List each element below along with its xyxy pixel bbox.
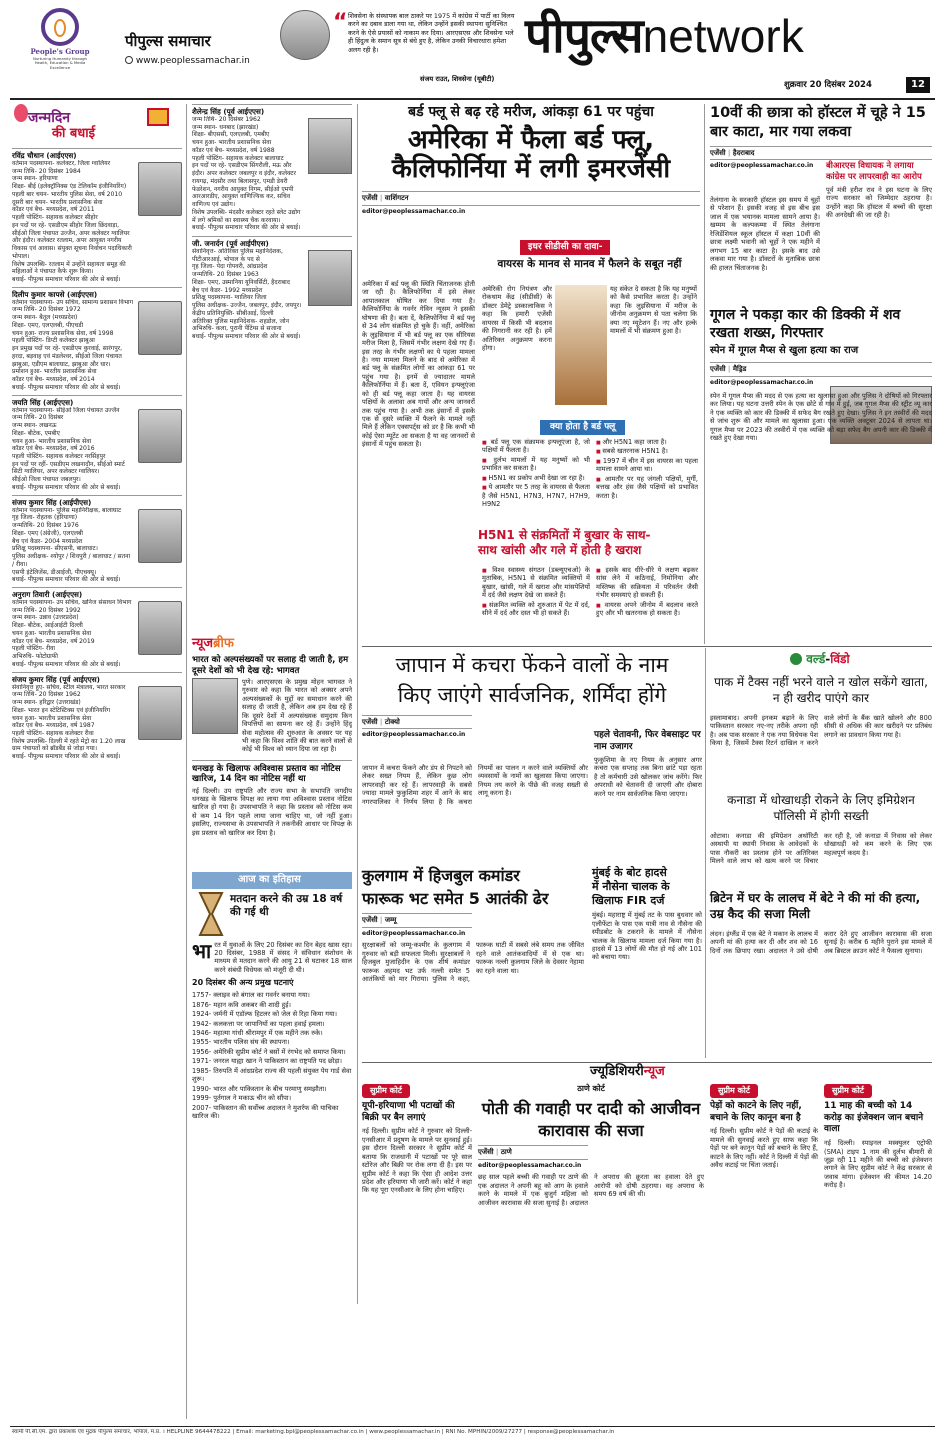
bullet-item: ■ ये आमतौर पर 5 तरह के वायरस से फैलता है जैसे H5N1, H7N3, H7N7, H7H9, H9N2: [482, 483, 590, 508]
birthday-entry: [12, 287, 182, 395]
japan-side-title: पहले चेतावनी, फिर वेबसाइट पर नाम उजागर: [594, 730, 701, 752]
birthday-person-photo: [138, 409, 182, 463]
brief-item: [192, 760, 352, 857]
hen-photo: [555, 285, 607, 405]
history-event: 1946- महात्मा गांधी श्रीरामपुर में एक महीने तक रुके।: [192, 1029, 323, 1037]
kulgam-story: कुलगाम में हिजबुल कमांडर फारूक भट समेत 5 आतंकी ढेर एजेंसी | जम्मू editor@peoplessamachar.co.in सुरक्षाबलों को जम्मू-कश्मीर के कुलगाम में गुरुवार को बड़ी सफलता मिली। सुरक्षाबलों ने हिजबुल मुजाहिदीन के एक शीर्ष कमांडर फारूक अहमद भट उर्फ नल्ली समेत 5 आतंकियों को मार गिराया। पुलिस ने कहा, फारूक घाटी में सबसे लंबे समय तक जीवित रहने वाले आतंकवादियों में से एक था। फारूक नल्ली कुलगाम जिले के देवसर नेहामा का रहने वाला था।: [362, 866, 584, 1056]
birdflu-sub-right: यह संकेत दे सकता है कि यह मनुष्यों को कैसे प्रभावित करता है। उन्होंने कहा कि लुइसियाना में मरीज के जीनोम अनुक्रमण से पता चलेगा कि क्या नए म्यूटेशन हैं। नए और हल्के मामलों में भी संक्रमण हुआ है।: [610, 285, 697, 336]
birthday-person-name: संजय कुमार सिंह (पूर्व आईएएस): [12, 674, 100, 684]
group-tagline: Nurturing Humanity through Health, Education & Media Excellence: [33, 55, 87, 70]
japan-email: editor@peoplessamachar.co.in: [362, 731, 466, 739]
birthday-person-name: दिलीप कुमार कापसे (आईएएस): [12, 289, 98, 299]
thane-text: छह साल पहले बच्ची की गवाही पर ठाणे की एक अदालत ने अपनी बहू को आग के हवाले करने के मामले में एक बुजुर्ग महिला को आजीवन कारावास की सजा सुनाई है। अदालत ने अपराध की क्रूरता का हवाला देते हुए आरोपी को दोषी ठहराया। वह अपराध के समय 69 वर्ष की थी।: [478, 1173, 704, 1207]
quote-author: संजय राउत, शिवसेना (यूबीटी): [420, 75, 495, 83]
birthday-person-name: रविंद्र चौधान (आईएएस): [12, 151, 77, 160]
officer-list: [192, 104, 352, 345]
sc1-story: [362, 1084, 472, 1384]
world-label: वर्ल्ड-विंडो: [790, 652, 850, 667]
birdflu-sub-tag: इधर सीडीसी का दावा-: [520, 240, 610, 255]
birdflu-sub-left: अमेरिकी रोग नियंत्रण और रोकथाम केंद्र (सीडीसी) के डॉक्टर डेमेट्रे डस्कालाकिस ने कहा कि हमारी एजेंसी वायरस में किसी भी बदलाव की निगरानी कर रही है। हमें अतिरिक्त अनुक्रमण करना होगा।: [482, 285, 552, 353]
birthday-person-photo: [138, 686, 182, 740]
brief-photo: [192, 678, 238, 734]
officer-name: जी. जनार्दन (पूर्व आईपीएस): [192, 239, 269, 249]
birdflu-headline1: अमेरिका में फैला बर्ड फ्लू,: [407, 124, 655, 155]
masthead: [0, 0, 945, 100]
issue-date: शुक्रवार 20 दिसंबर 2024: [784, 80, 872, 90]
birthday-header-line1: जन्मदिन: [28, 110, 71, 126]
history-event: 1990- भारत और पाकिस्तान के बीच परमाणु समझौता।: [192, 1084, 327, 1093]
officer-photo: [308, 250, 352, 306]
history-box: [192, 872, 352, 1302]
japan-headline2: किए जाएंगे सार्वजनिक, शर्मिंदा होंगे: [397, 683, 667, 708]
history-event: 1999- पुर्तगाल ने मकाऊ चीन को सौंपा।: [192, 1094, 292, 1103]
sc2-story: [710, 1084, 818, 1384]
peoples-group-logo: [30, 8, 90, 88]
history-event: 1876- महान कवि अकबर की शादी हुई।: [192, 1000, 291, 1009]
birthday-entry: [12, 587, 182, 672]
birthday-person-photo: [138, 509, 182, 563]
history-event: 1985- तिरुपति में आंध्रप्रदेश राज्य की पहली संयुक्त पेय गार्ड सेवा शुरू।: [192, 1066, 352, 1084]
birthday-person-photo: [138, 162, 182, 216]
officer-details: जन्म तिथि- 20 दिसंबर 1962 जन्म स्थान- धनबाद (झारखंड) शिक्षा- बीएससी, एलएलबी, एमबीए चयन हुआ- भारतीय प्रशासनिक सेवा कॉडर एवं बैच- मध्यप्रदेश, वर्ष 1988 पहली पोस्टिंग- सहायक कलेक्टर बालाघाट इन पदों पर रहे- एसडीएम सिंगरौली, मऊ और इंदौर। अपर कलेक्टर जबलपुर व इंदौर, कलेक्टर रायगढ़, मंदसौर तथा बिलासपुर, एमडी डेयरी फेडरेशन, नगरीय आयुक्त निगम, सीईओ एमपी आरआरडीए, आयुक्त वाणिज्यिक कर, सचिव वाणिज्य एवं उद्योग। विशेष उपलब्धि- मंदसौर कलेक्टर रहते स्लेट उद्योग में लगे श्रमिकों का स्वास्थ्य चैक करवाया। बधाई- पीपुल्स समाचार परिवार की ओर से बधाई।: [192, 116, 301, 232]
bullet-item: ■ वायरस अपने जीनोम में बदलाव करते हुए और भी खतरनाक हो सकता है।: [596, 601, 698, 618]
history-event: 1924- जर्मनी में एडॉल्फ हिटलर को जेल से रिहा किया गया।: [192, 1010, 338, 1019]
network-title: [525, 6, 804, 66]
bullet-item: ■ विश्व स्वास्थ्य संगठन (डब्ल्यूएचओ) के मुताबिक, H5N1 से संक्रमित व्यक्तियों में बुखार, खांसी, गले में खराश और मांसपेशियों में दर्द जैसे लक्षण देखे जा सकते हैं।: [482, 566, 590, 600]
birthday-list: [12, 148, 182, 764]
bullet-item: ■ 1997 में चीन में इस वायरस का पहला मामला सामने आया था।: [596, 457, 698, 474]
brief-text: नई दिल्ली। उप राष्ट्रपति और राज्य सभा के सभापति जगदीप धनखड़ के खिलाफ विपक्ष का लाया गया अविश्वास प्रस्ताव नोटिस खारिज हो गया है। उपसभापति ने कहा कि प्रस्ताव को नोटिस कम से कम 14 दिन पहले लाया जाना चाहिए था, जो नहीं हुआ। इसलिए, राज्यसभा के उपसभापति ने तकनीकी आधार पर विपक्ष के इस प्रस्ताव को खारिज कर दिया है।: [192, 786, 352, 837]
britain-text: लंदन। इंग्लैंड में एक बेटे ने मकान के लालच में अपनी मां की हत्या कर दी और शव को 16 दिनों तक छिपाए रखा। अदालत ने उसे दोषी करार देते हुए आजीवन कारावास की सजा सुनाई है। करीब 6 महीने पुराने इस मामले में अब ब्रिस्टल क्राउन कोर्ट ने फैसला सुनाया।: [710, 930, 932, 955]
birthday-header-line2: की बधाई: [52, 126, 96, 141]
student-side-text: पूर्व मंत्री हरीश राव ने इस घटना के लिए राज्य सरकार को जिम्मेदार ठहराया है। उन्होंने कहा कि हॉस्टल में बच्चों की सुरक्षा की अनदेखी की जा रही है।: [826, 186, 932, 220]
brief-headline: भारत को अल्पसंख्यकों पर सलाह दी जाती है, हम दूसरे देशों को भी देख रहे: भागवत: [192, 655, 349, 676]
history-events-title: 20 दिसंबर की अन्य प्रमुख घटनाएं: [192, 978, 294, 988]
birthday-person-details: वर्तमान पदस्थापना- उप सचिव, खनिज संसाधन विभाग जन्म तिथि- 20 दिसंबर 1992 जन्म स्थान- उन्नाव (उत्तरप्रदेश) शिक्षा- बीटेक, आईआईटी दिल्ली चयन हुआ- भारतीय प्रशासनिक सेवा कॉडर एवं बैच- मध्यप्रदेश, वर्ष 2019 पहली पोस्टिंग- रीवा अभिरुचि- फोटोग्राफी बधाई- पीपुल्स समाचार परिवार की ओर से बधाई।: [12, 598, 132, 668]
sc2-tag: सुप्रीम कोर्ट: [710, 1084, 758, 1098]
kulgam-text: सुरक्षाबलों को जम्मू-कश्मीर के कुलगाम में गुरुवार को बड़ी सफलता मिली। सुरक्षाबलों ने हिजबुल मुजाहिदीन के एक शीर्ष कमांडर फारूक अहमद भट उर्फ नल्ली समेत 5 आतंकियों को मार गिराया। पुलिस ने कहा, फारूक घाटी में सबसे लंबे समय तक जीवित रहने वाले आतंकवादियों में से एक था। फारूक नल्ली कुलगाम जिले के देवसर नेहामा का रहने वाला था।: [362, 941, 584, 983]
kulgam-headline1: कुलगाम में हिजबुल कमांडर: [362, 866, 520, 885]
birthday-entry: [12, 672, 182, 764]
history-event: 1942- कलकत्ता पर जापानियों का पहला हवाई हमला।: [192, 1019, 325, 1028]
birthday-header: [12, 104, 182, 148]
sc3-headline: 11 माह की बच्ची को 14 करोड़ का इंजेक्शन जान बचाने वाला: [824, 1101, 924, 1135]
judiciary-title: ज्यूडिशियरीन्यूज: [590, 1064, 665, 1079]
pak-text: इस्लामाबाद। अपनी इनकम बढ़ाने के लिए पाकिस्तान सरकार नए-नए तरीके अपना रही है। अब पाक सरकार ने एक नया विधेयक पेश किया है, जिसमें टैक्स रिटर्न दाखिल न करने वाले लोगों के बैंक खाते खोलने और 800 सीसी से अधिक की कार खरीदने पर प्रतिबंध लगाने का प्रावधान किया गया है।: [710, 714, 932, 748]
birdflu-story: बर्ड फ्लू से बढ़ रहे मरीज, आंकड़ा 61 पर पहुंचा अमेरिका में फैला बर्ड फ्लू, कैलिफोर्निया में लगी इमरजेंसी एजेंसी | वाशिंगटन editor@peoplessamachar.co.in: [362, 104, 700, 644]
student-text: तेलंगाना के सरकारी हॉस्टल इस समय में चूहों से परेशान हैं। इसकी वजह से इस बीच इस जाल में एक भयानक मामला सामने आया है। खम्मम के कल्पकम्मा में स्थित तेलंगाना रेजिडेंशियल स्कूल हॉस्टल में कक्षा 10वीं की छात्रा लक्ष्मी भवानी को चूहों ने एक महीने में लगभग 15 बार काटा है। इसके बाद उसे लकवा मार गया है। डॉक्टरों के मुताबिक छात्रा की हालत चिंताजनक है।: [710, 196, 820, 272]
brief-text: पुणे। आरएसएस के प्रमुख मोहन भागवत ने गुरुवार को कहा कि भारत को अक्सर अपने अल्पसंख्यकों के मुद्दों का समाधान करने की सलाह दी जाती है, लेकिन अब हम देख रहे हैं कि दूसरे देशों में अल्पसंख्यक समुदाय किन विपत्तियों का सामना कर रहे हैं। उन्होंने हिंदू सेवा महोत्सव की शुरुआत के अवसर पर यह भी कहा कि विश्व शांति की बात करने वालों से कोई भी विश्व को ध्यान दिया जा रहा है।: [242, 677, 352, 754]
bullet-item: ■ बर्ड फ्लू एक संक्रामक इन्फ्लूएंजा है, जो पक्षियों में फैलता है।: [482, 438, 590, 455]
birdflu-email: editor@peoplessamachar.co.in: [362, 208, 466, 216]
britain-headline: ब्रिटेन में घर के लालच में बेटे ने की मां की हत्या, उम्र कैद की सजा मिली: [710, 891, 921, 922]
canada-text: ओटावा। कनाडा की इमिग्रेशन अथॉरिटी अस्थायी या स्थायी निवास के आवेदकों के पास नौकरी का प्रस्ताव होने पर अतिरिक्त मिलने वाले लाभ को खत्म करने पर विचार कर रही है, जो कनाडा में निवास को लेकर धोखाधड़ी को कम करने के लिए एक महत्वपूर्ण कदम है।: [710, 832, 932, 866]
thane-email: editor@peoplessamachar.co.in: [478, 1161, 582, 1169]
kulgam-email: editor@peoplessamachar.co.in: [362, 929, 466, 937]
paper-name: पीपुल्स समाचार: [125, 32, 211, 50]
quote-mark-icon: “: [333, 10, 348, 35]
network-title-en: network: [642, 10, 804, 62]
birthday-person-photo: [138, 601, 182, 655]
birthday-entry: [12, 495, 182, 587]
hourglass-icon: [198, 891, 224, 937]
mumbai-headline1: मुंबई के बोट हादसे: [592, 866, 667, 879]
bullet-item: ■ दुर्लभ मामलों में यह मनुष्यों को भी प्रभावित कर सकता है।: [482, 456, 590, 473]
officer-photo: [308, 118, 352, 174]
globe-icon: [125, 56, 133, 64]
sc3-text: नई दिल्ली। स्पाइनल मस्क्युलर एट्रोफी (SMA) टाइप 1 नाम की दुर्लभ बीमारी से जूझ रही 11 महीने की बच्ची को इंजेक्शन लगाने के लिए सुप्रीम कोर्ट ने केंद्र सरकार से जवाब मांगा। इंजेक्शन की कीमत 14.20 करोड़ है।: [824, 1139, 932, 1190]
logo-ring-icon: [41, 8, 79, 46]
what-is-left: [482, 438, 590, 526]
bullet-item: ■ संक्रमित व्यक्ति को शुरुआत में पेट में दर्द, सीने में दर्द और दस्त भी हो सकते हैं।: [482, 601, 590, 618]
birdflu-headline2: कैलिफोर्निया में लगी इमरजेंसी: [391, 154, 671, 185]
thane-story: ठाणे कोर्ट पोती की गवाही पर दादी को आजीवन कारावास की सजा एजेंसी | ठाणे editor@peoplessamachar.co.in छह साल पहले बच्ची की गवाही पर ठाणे की एक अदालत ने अपनी बहू को आग के हवाले करने के मामले में एक बुजुर्ग महिला को आजीवन कारावास की सजा सुनाई है। अदालत ने अपराध की क्रूरता का हवाला देते हुए आरोपी को दोषी ठहराया। वह अपराध के समय 69 वर्ष की थी।: [478, 1084, 704, 1384]
bullet-item: ■ H5N1 का प्रकोप अभी देखा जा रहा है।: [482, 474, 590, 482]
h5n1-left: [482, 566, 590, 644]
sc3-story: [824, 1084, 932, 1384]
history-event: 1955- भारतीय पलिस संघ की स्थापना।: [192, 1038, 290, 1047]
birthday-person-name: अनुराग तिवारी (आईएएस): [12, 589, 83, 599]
officer-entry: [192, 104, 352, 236]
bullet-item: ■ आमतौर पर यह जंगली पक्षियों, मुर्गी, बत्तख और हंस जैसे पक्षियों को प्रभावित करता है।: [596, 475, 698, 500]
mumbai-headline3: खिलाफ FIR दर्ज: [592, 893, 665, 907]
sc2-headline: पेड़ों को काटने के लिए नहीं, बचाने के लिए कानून बना है: [710, 1101, 802, 1123]
sc3-tag: सुप्रीम कोर्ट: [824, 1084, 872, 1098]
google-story: गूगल ने पकड़ा कार की डिक्की में शव रखता शख्स, गिरफ्तार स्पेन में गूगल मैप्स से खुला हत्या का राज एजेंसी | मैड्रिड editor@peoplessamachar.co.in स्पेन में गूगल मैप्स की मदद से एक हत्या का खुलासा हुआ और पुलिस ने दोषियों को गिरफ्तार कर लिया। यह घटना उत्तरी स्पेन के एक छोटे से गांव में हुई, जब गूगल मैप्स की स्ट्रीट व्यू कार ने एक व्यक्ति को कार की डिक्की में सफेद बैग रखते हुए देखा। पुलिस ने इन तस्वीरों की मदद से जांच शुरू की और मामले का खुलासा हुआ। एक व्यक्ति अक्टूबर 2024 से लापता था। गूगल मैप्स पर 2023 की तस्वीरों में एक व्यक्ति को बड़ा सफेद बैग अपनी कार की डिक्की में रखते हुए देखा गया।: [710, 306, 932, 641]
birthday-person-name: संजय कुमार सिंह (आईपीएस): [12, 497, 92, 507]
google-headline: गूगल ने पकड़ा कार की डिक्की में शव रखता शख्स, गिरफ्तार: [710, 307, 901, 342]
officer-details: सेवानिवृत्त- अतिरिक्त पुलिस महानिदेशक, पीटीआरआई, भोपाल के पद से गृह जिला- पेदा गोपवरी, आंध्रप्रदेश जन्मतिथि- 20 दिसंबर 1963 शिक्षा- एमए, उस्मानिया यूनिवर्सिटी, हैदराबाद बैच एवं कैडर- 1992 मध्यप्रदेश प्रशिक्षु पदस्थापना- ग्वालियर जिला पुलिस अधीक्षक- उज्जैन, जबलपुर, इंदौर, जयपुर। केंद्रीय प्रतिनियुक्ति- सीबीआई, दिल्ली अतिरिक्त पुलिस महानिदेशक- शहडोल, जोन अभिरुचि- कला, पुरानी पेंटिंग्स से सजाना बधाई- पीपुल्स समाचार परिवार की ओर से बधाई।: [192, 248, 302, 341]
what-is-tag: क्या होता है बर्ड फ्लू: [540, 420, 625, 435]
pak-headline: पाक में टैक्स नहीं भरने वाले न खोल सकेंगे खाता, न ही खरीद पाएंगे कार: [714, 675, 928, 706]
birthday-person-photo: [138, 301, 182, 355]
mumbai-story: [592, 866, 702, 1056]
group-name: People's Group: [30, 47, 90, 56]
history-events: [192, 991, 352, 1120]
japan-headline1: जापान में कचरा फेंकने वालों के नाम: [395, 653, 669, 677]
history-text: रत में युवाओं के लिए 20 दिसंबर का दिन बेहद खास रहा। 20 दिसंबर, 1988 में संसद ने संविधान संशोधन के माध्यम से मतदान करने की आयु 21 से घटाकर 18 साल करने संबंधी विधेयक को मंजूरी दी थी।: [214, 940, 352, 974]
canada-headline: कनाडा में धोखाधड़ी रोकने के लिए इमिग्रेशन पॉलिसी में होगी सख्ती: [727, 793, 915, 824]
sc1-headline: यूपी-हरियाणा भी पटाखों की बिक्री पर बैन लगाएं: [362, 1101, 455, 1123]
student-email: editor@peoplessamachar.co.in: [710, 162, 814, 170]
h5n1-headline: H5N1 से संक्रमितों में बुखार के साथ- साथ खांसी और गले में होती है खराश: [478, 528, 651, 557]
history-label: आज का इतिहास: [192, 872, 352, 889]
history-event: 1971- जनरल याह्या खान ने पाकिस्तान का राष्ट्रपति पद छोड़ा।: [192, 1057, 343, 1066]
birthday-person-details: वर्तमान पदस्थापना- पुलिस महानिरीक्षक, बालाघाट गृह जिला- रोहतक (हरियाणा) जन्मतिथि- 20 दिसंबर 1976 शिक्षा- एमए (अंग्रेजी), एलएलबी बैच एवं कैडर- 2004 मध्यप्रदेश प्रशिक्षु पदस्थापना- सीएसपी, बालाघाट। पुलिस अधीक्षक- श्योपुर / शिवपुरी / बालाघाट / सतना / रीवा। एसपी इंटेलिजेंस, डीआईजी, पीएचक्यू। बधाई- पीपुल्स समाचार परिवार की ओर से बधाई।: [12, 506, 131, 584]
network-title-hindi: पीपुल्स: [525, 8, 643, 64]
student-side-title: बीआरएस विधायक ने लगाया कांग्रेस पर लापरवाही का आरोप: [826, 160, 922, 181]
officers-column: [192, 104, 352, 634]
bullet-item: ■ इसके बाद धीरे-धीरे ये लक्षण बढ़कर सांस लेने में कठिनाई, निमोनिया और मस्तिष्क की सक्रियता में परिवर्तन जैसी गंभीर समस्याएं हो सकती हैं।: [596, 566, 698, 600]
officer-name: शैलेन्द्र सिंह (पूर्व आईएएस): [192, 107, 265, 116]
quote-text: शिवसेना के संस्थापक बाल ठाकरे पर 1975 में कांग्रेस में पार्टी का विलय करने का दबाव डाला गया था, लेकिन उन्होंने इसकी स्थापना सुनिश्चित करने के ऐसे प्रयासों को नाकाम कर दिया। आरएसएस और शिवसेना भले ही हिंदुत्व के समान सूत्र से बंधे हुए है, लेकिन उनकी विचारधारा हमेशा अलग रही है।: [348, 12, 515, 54]
globe-icon: [790, 653, 802, 665]
balloon-icon: [14, 104, 28, 122]
news-brief: [192, 636, 352, 872]
japan-story: जापान में कचरा फेंकने वालों के नाम किए जाएंगे सार्वजनिक, शर्मिंदा होंगे एजेंसी | टोक्यो editor@peoplessamachar.co.in जापान में कचरा फेंकने और डंप से निपटने को लेकर सख्त नियम हैं, लेकिन कुछ लोग लापरवाही कर रहे हैं। लापरवाही के सबसे ज्यादा मामले फुकुशिमा शहर में आने के बाद नगरपालिका ने निर्णय लिया है कि कचरा नियमों का पालन न करने वाले व्यक्तियों और व्यवसायों के नामों का खुलासा किया जाएगा। नियम तय करने के पीछे की वजह सख्ती से लागू करना है। पहले चेतावनी, फिर वेबसाइट पर नाम उजागर फुकुशिमा के नए नियम के अनुसार अगर कचरा एक सप्ताह तक बिना छांटे पड़ा रहता है तो कर्मचारी उसे खोलकर जांच करेंगे। फिर अपराधी को चेतावनी दी जाएगी और दोबारा करने पर नाम सार्वजनिक किया जाएगा।: [362, 652, 702, 862]
history-event: 1956- अमेरिकी सुप्रीम कोर्ट ने बसों में रंगभेद को समाप्त किया।: [192, 1047, 346, 1056]
brief-item: [192, 655, 352, 756]
birdflu-text: अमेरिका में बर्ड फ्लू की स्थिति चिंताजनक होती जा रही है। कैलिफोर्निया में इसे लेकर आपातकाल घोषित कर दिया गया है। कैलिफोर्निया के गवर्नर गेविन न्यूसम ने इसकी घोषणा की है। बता दें, कैलिफोर्निया में बर्ड फ्लू से 34 लोग संक्रमित हो चुके हैं। वहीं, अमेरिका के लुइसियाना में भी बर्ड फ्लू का एक सीरियस मरीज मिला है, जिसमें गंभीर लक्षण देखे गए हैं। इस तरह के गंभीर लक्षणों का ये पहला मामला है। नया मामला मिलने के बाद से अमेरिका में बर्ड फ्लू के संक्रमित लोगों का आंकड़ा 61 पर पहुंच गया है। इनमें से ज्यादातर मामले कैलिफोर्निया में हैं। बता दें, एवियन इन्फ्लूएंजा को ही बर्ड फ्लू कहा जाता है। यह वायरस पक्षियों के अलावा अब गायों और अन्य जानवरों तक पहुंच गया है। अभी तक इंसानों में इसके एक से दूसरे व्यक्ति में फैलने के मामले नहीं मिले हैं लेकिन एक्सपर्ट्स को डर है कि कभी भी कोई ऐसा म्यूटेंट आ सकता है या वह जानवरों से इंसानों में पहुंच सकता है।: [362, 280, 475, 449]
google-email: editor@peoplessamachar.co.in: [710, 378, 814, 386]
bullet-item: ■ सबसे खतरनाक H5N1 है।: [596, 447, 698, 455]
japan-text: जापान में कचरा फेंकने और डंप से निपटने को लेकर सख्त नियम हैं, लेकिन कुछ लोग लापरवाही कर रहे हैं। लापरवाही के सबसे ज्यादा मामले फुकुशिमा शहर में आने के बाद नगरपालिका ने निर्णय लिया है कि कचरा नियमों का पालन न करने वाले व्यक्तियों और व्यवसायों के नामों का खुलासा किया जाएगा। नियम तय करने के पीछे की वजह सख्ती से लागू करना है।: [362, 764, 588, 806]
birthday-entry: [12, 395, 182, 495]
h5n1-right: [596, 566, 698, 644]
world-window: [710, 652, 932, 1057]
birthday-person-details: वर्तमान पदस्थापना- कलेक्टर, जिला ग्वालियर जन्म तिथि- 20 दिसंबर 1984 जन्म स्थान- हरियाणा शिक्षा- बीई (इलेक्ट्रॉनिक्स एंड टेलिकॉम इंजीनियरिंग) पहली बार चयन- भारतीय पुलिस सेवा, वर्ष 2010 दूसरी बार चयन- भारतीय प्रशासनिक सेवा कॉडर एवं बैच- मध्यप्रदेश, वर्ष 2011 पहली पोस्टिंग- सहायक कलेक्टर सीहोर इन पदों पर रहे- एसडीएम सीहोर जिला छिंदवाड़ा, सीईओ जिला पंचायत उज्जैन, अपर कलेक्टर ग्वालियर और इंदौर। कलेक्टर रतलाम, अपर आयुक्त नगरीय विकास एवं आवास। संयुक्त सूचना निर्वाचन पदाधिकारी भोपाल। विशेष उपलब्धि- रतलाम में उन्होंने सहायता समूह की महिलाओं ने पंचायत कैफे शुरू किया। बधाई- पीपुल्स समाचार परिवार की ओर से बधाई।: [12, 160, 132, 284]
student-story: 10वीं की छात्रा को हॉस्टल में चूहे ने 15 बार काटा, मार गया लकवा एजेंसी | हैदराबाद editor@peoplessamachar.co.in तेलंगाना के सरकारी हॉस्टल इस समय में चूहों से परेशान हैं। इसकी वजह से इस बीच इस जाल में एक भयानक मामला सामने आया है। खम्मम के कल्पकम्मा में स्थित तेलंगाना रेजिडेंशियल स्कूल हॉस्टल में कक्षा 10वीं की छात्रा लक्ष्मी भवानी को चूहों ने एक महीने में लगभग 15 बार काटा है। इसके बाद उसे लकवा मार गया है। डॉक्टरों के मुताबिक छात्रा की हालत चिंताजनक है। बीआरएस विधायक ने लगाया कांग्रेस पर लापरवाही का आरोप पूर्व मंत्री हरीश राव ने इस घटना के लिए राज्य सरकार को जिम्मेदार ठहराया है। उन्होंने कहा कि हॉस्टल में बच्चों की सुरक्षा की अनदेखी की जा रही है।: [710, 104, 932, 299]
birthday-column: [12, 104, 182, 1424]
website-link[interactable]: www.peoplessamachar.in: [125, 56, 250, 67]
bullet-item: ■ और H5N1 कहा जाता है।: [596, 438, 698, 446]
thane-tag: ठाणे कोर्ट: [577, 1084, 605, 1093]
mumbai-text: मुंबई। महाराष्ट्र में मुंबई तट के पास बुधवार को एलीफेंटा के पास एक यात्री नाव से नौसेना की स्पीडबोट के टकराने के मामले में नौसेना चालक के खिलाफ मामला दर्ज किया गया है। हादसे में 13 लोगों की मौत हो गई और 101 को बचाया गया।: [592, 911, 702, 962]
sc2-text: नई दिल्ली। सुप्रीम कोर्ट ने पेड़ों की कटाई के मामले की सुनवाई करते हुए साफ कहा कि पेड़ों पर बने कानून पेड़ों को बचाने के लिए हैं, काटने के लिए नहीं। कोर्ट ने दिल्ली में पेड़ों की अवैध कटाई पर चिंता जताई।: [710, 1127, 818, 1170]
birthday-person-details: वर्तमान पदस्थापना- सीईओ जिला पंचायत उज्जैन जन्म तिथि- 20 दिसंबर जन्म स्थान- लखनऊ शिक्षा- बीटेक, एमबीए चयन हुआ- भारतीय प्रशासनिक सेवा कॉडर एवं बैच- मध्यप्रदेश, वर्ष 2016 पहली पोस्टिंग- सहायक कलेक्टर नरसिंहपुर इन पदों पर रहीं- एसडीएम लखनादौन, सीईओ स्मार्ट सिटी ग्वालियर, अपर कलेक्टर ग्वालियर। सीईओ जिला पंचायत जबलपुर। बधाई- पीपुल्स समाचार परिवार की ओर से बधाई।: [12, 406, 125, 491]
birdflu-sub-headline: वायरस के मानव से मानव में फैलने के सबूत नहीं: [497, 258, 682, 270]
history-event: 1757- क्लाइव को बंगाल का गवर्नर बनाया गया।: [192, 991, 310, 1000]
quote-author-photo: [280, 10, 330, 60]
birthday-person-details: वर्तमान पदस्थापना- उप सचिव, सामान्य प्रशासन विभाग जन्म तिथि- 20 दिसंबर 1972 जन्म स्थान- बैतूल (मध्यप्रदेश) शिक्षा- एमए, एलएलबी, पीएचडी चयन हुआ- राज्य प्रशासनिक सेवा, वर्ष 1998 पहली पोस्टिंग- डिप्टी कलेक्टर झाबुआ इन प्रमुख पदों पर रहे- एसडीएम कुरवाई, सारंगपुर, हरदा, बड़वाह एवं मंडलेश्वर, सीईओ जिला पंचायत झाबुआ, एडीएम बालाघाट, झाबुआ और धार। प्रमोशन हुआ- भारतीय प्रशासनिक सेवा कॉडर एवं बैच- मध्यप्रदेश, वर्ष 2014 बधाई- पीपुल्स समाचार परिवार की ओर से बधाई।: [12, 298, 134, 391]
history-dropcap: भा: [192, 938, 212, 963]
gift-icon: [147, 108, 169, 126]
thane-headline: पोती की गवाही पर दादी को आजीवन कारावास की सजा: [481, 1099, 701, 1140]
kulgam-headline2: फारूक भट समेत 5 आतंकी ढेर: [362, 889, 549, 908]
birthday-person-name: जयति सिंह (आईएएस): [12, 397, 74, 407]
birthday-person-details: सेवानिवृत्त हुए- सचिव, स्टील मंत्रालय, भारत सरकार जन्म तिथि- 20 दिसंबर 1962 जन्म स्थान- हरिद्वार (उत्तराखंड) शिक्षा- भारत इन स्टेटिस्टिक्स एवं इंजीनियरिंग चयन हुआ- भारतीय प्रशासनिक सेवा कॉडर एवं बैच- मध्यप्रदेश, वर्ष 1987 पहली पोस्टिंग- सहायक कलेक्टर रीवा विशेष उपलब्धि- दिल्ली में रहते मेट्रो का 1.20 लाख ग्राम पंचायतों को ब्रॉडबैंड से जोड़ा गया। बधाई- पीपुल्स समाचार परिवार की ओर से बधाई।: [12, 683, 126, 761]
birthday-entry: [12, 148, 182, 287]
page-number: 12: [906, 77, 930, 93]
brief-headline: धनखड़ के खिलाफ अविश्वास प्रस्ताव का नोटिस खारिज, 14 दिन का नोटिस नहीं था: [192, 763, 341, 785]
history-headline: मतदान करने की उम्र 18 वर्ष की गई थी: [230, 892, 343, 919]
birdflu-kicker: बर्ड फ्लू से बढ़ रहे मरीज, आंकड़ा 61 पर पहुंचा: [408, 104, 654, 120]
sc1-tag: सुप्रीम कोर्ट: [362, 1084, 410, 1098]
japan-side-text: फुकुशिमा के नए नियम के अनुसार अगर कचरा एक सप्ताह तक बिना छांटे पड़ा रहता है तो कर्मचारी उसे खोलकर जांच करेंगे। फिर अपराधी को चेतावनी दी जाएगी और दोबारा करने पर नाम सार्वजनिक किया जाएगा।: [594, 756, 702, 798]
mumbai-headline2: में नौसेना चालक के: [592, 879, 670, 893]
google-sub: स्पेन में गूगल मैप्स से खुला हत्या का राज: [710, 345, 859, 357]
news-brief-label: न्यूजब्रीफ: [192, 636, 234, 651]
student-headline: 10वीं की छात्रा को हॉस्टल में चूहे ने 15 बार काटा, मार गया लकवा: [710, 105, 926, 140]
officer-entry: [192, 236, 352, 345]
footer-imprint: स्वामी पी.सी.एम. द्वारा प्रकाशक एवं मुद्रक पीपुल्स समाचार, भोपाल, म.प्र. । HELPLINE 9644478222 | Email: marketing.bpl@peoplessamachar.co.in | www.peoplessamachar.in | RNI No. MPHIN/2009/27277 | response@peoplessamachar.in: [12, 1429, 615, 1435]
what-is-right: [596, 438, 698, 526]
google-text: स्पेन में गूगल मैप्स की मदद से एक हत्या का खुलासा हुआ और पुलिस ने दोषियों को गिरफ्तार कर लिया। यह घटना उत्तरी स्पेन के एक छोटे से गांव में हुई, जब गूगल मैप्स की स्ट्रीट व्यू कार ने एक व्यक्ति को कार की डिक्की में सफेद बैग रखते हुए देखा। पुलिस ने इन तस्वीरों की मदद से जांच शुरू की और मामले का खुलासा हुआ। एक व्यक्ति अक्टूबर 2024 से लापता था। गूगल मैप्स पर 2023 की तस्वीरों में एक व्यक्ति को बड़ा सफेद बैग अपनी कार की डिक्की में रखते हुए देखा गया।: [710, 392, 932, 443]
history-event: 2007- पाकिस्तान की सर्वोच्च अदालत ने मुशर्रफ की याचिका खारिज की।: [192, 1103, 339, 1120]
sc1-text: नई दिल्ली। सुप्रीम कोर्ट ने गुरुवार को दिल्ली-एनसीआर में प्रदूषण के मामले पर सुनवाई हुई। इस दौरान दिल्ली सरकार ने सुप्रीम कोर्ट में बताया कि राजधानी में पटाखों पर पूरे साल स्टोरेज और बिक्री पर रोक लगा दी है। इस पर सुप्रीम कोर्ट ने कहा कि ऐसा ही आदेश उत्तर प्रदेश और हरियाणा भी जारी करें। कोर्ट ने कहा कि यह पूरा एनसीआर के लिए होना चाहिए।: [362, 1127, 472, 1195]
